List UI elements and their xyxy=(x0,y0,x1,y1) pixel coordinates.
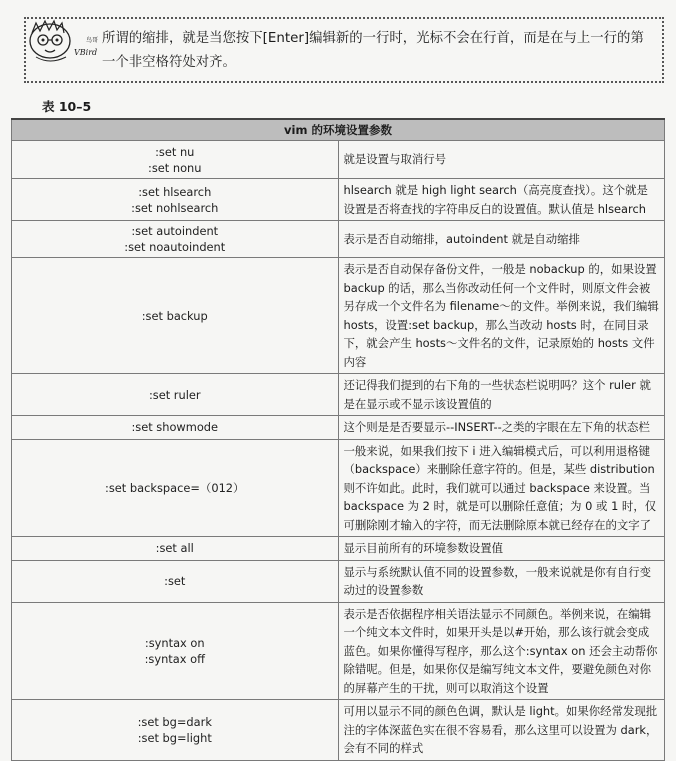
command-line: :set nonu xyxy=(148,160,202,175)
table-row xyxy=(12,560,665,602)
command-line: :set autoindent xyxy=(131,224,219,238)
table-row xyxy=(12,179,665,221)
command-line: :set bg=light xyxy=(137,730,212,745)
setting-command xyxy=(12,258,339,374)
setting-description: 显示目前所有的环境参数设置值 xyxy=(338,537,665,561)
tip-box xyxy=(24,17,664,83)
setting-command xyxy=(12,416,339,440)
setting-description: 可用以显示不同的颜色色调，默认是 light。如果你经常发现批注的字体深蓝色实在很不容易看，那么这里可以设置为 dark，会有不同的样式 xyxy=(338,700,665,761)
command-line: :set showmode xyxy=(131,420,219,435)
setting-description: 这个则是是否要显示--INSERT--之类的字眼在左下角的状态栏 xyxy=(338,416,665,440)
table-row xyxy=(12,700,665,761)
setting-command xyxy=(12,179,339,221)
setting-description: hlsearch 就是 high light search（高亮度查找）。这个就是设置是否将查找的字符串反白的设置值。默认值是 hlsearch xyxy=(338,179,665,221)
table-row xyxy=(12,439,665,537)
setting-command xyxy=(12,439,339,537)
setting-description: 还记得我们提到的右下角的一些状态栏说明吗？这个 ruler 就是在显示或不显示该设置值的 xyxy=(338,374,665,416)
table-row xyxy=(12,258,665,374)
tip-text: 所谓的缩排，就是当您按下[Enter]编辑新的一行时，光标不会在行首，而是在与上一行的第一个非空格符处对齐。 xyxy=(102,31,644,70)
command-line: :set xyxy=(164,574,186,588)
table-row xyxy=(12,416,665,440)
table-header-row xyxy=(12,119,665,141)
command-line: :set ruler xyxy=(148,387,201,402)
setting-command xyxy=(12,221,339,258)
command-line: :set backup xyxy=(141,308,208,323)
setting-command xyxy=(12,560,339,602)
command-line: :set backspace=（012） xyxy=(105,480,245,495)
setting-description: 显示与系统默认值不同的设置参数，一般来说就是你有自行变动过的设置参数 xyxy=(338,560,665,602)
setting-description: 表示是否自动缩排，autoindent 就是自动缩排 xyxy=(338,221,665,258)
vim-settings-table xyxy=(11,118,665,761)
setting-command xyxy=(12,602,339,700)
setting-command xyxy=(12,537,339,561)
command-line: :set hlsearch xyxy=(138,184,212,199)
table-header: vim 的环境设置参数 xyxy=(12,119,665,141)
command-line: :syntax on xyxy=(144,635,205,650)
table-row xyxy=(12,537,665,561)
setting-command xyxy=(12,374,339,416)
table-body xyxy=(12,141,665,761)
table-caption: 表 10–5 xyxy=(42,99,92,114)
setting-description: 一般来说，如果我们按下 i 进入编辑模式后，可以利用退格键（backspace）来删除任意字符的。但是，某些 distribution 则不许如此。此时，我们就可以通过 backspace 来设置。当 backspace 为 2 时，就是可以删除任意值；为 0 或 1 时，仅可删除刚才输入的字符，而无法删除原本就已经存在的文字了 xyxy=(338,439,665,537)
command-line: :set all xyxy=(155,541,194,556)
mascot-label: 鸟哥 xyxy=(86,37,99,44)
table-row xyxy=(12,602,665,700)
mascot-signature: VBird xyxy=(74,48,98,57)
table-row xyxy=(12,374,665,416)
command-line: :set nu xyxy=(155,144,195,159)
setting-command xyxy=(12,700,339,761)
command-line: :set nohlsearch xyxy=(131,200,219,215)
table-row xyxy=(12,221,665,258)
setting-command xyxy=(12,141,339,179)
setting-description: 就是设置与取消行号 xyxy=(338,141,665,179)
command-line: :syntax off xyxy=(144,651,205,666)
command-line: :set noautoindent xyxy=(124,240,226,254)
setting-description: 表示是否依据程序相关语法显示不同颜色。举例来说，在编辑一个纯文本文件时，如果开头是以#开始，那么该行就会变成蓝色。如果你懂得写程序，那么这个:syntax on 还会主动帮你除错呢。但是，如果你仅是编写纯文本文件，要避免颜色对你的屏幕产生的干扰，则可以取消这个设置 xyxy=(338,602,665,700)
command-line: :set bg=dark xyxy=(137,714,212,729)
setting-description: 表示是否自动保存备份文件，一般是 nobackup 的，如果设置 backup 的话，那么当你改动任何一个文件时，则原文件会被另存成一个文件名为 filename～的文件。举例来说，我们编辑 hosts，设置:set backup，那么当改动 hosts 时，在同目录下，就会产生 hosts～文件名的文件，记录原始的 hosts 文件内容 xyxy=(338,258,665,374)
table-row xyxy=(12,141,665,179)
